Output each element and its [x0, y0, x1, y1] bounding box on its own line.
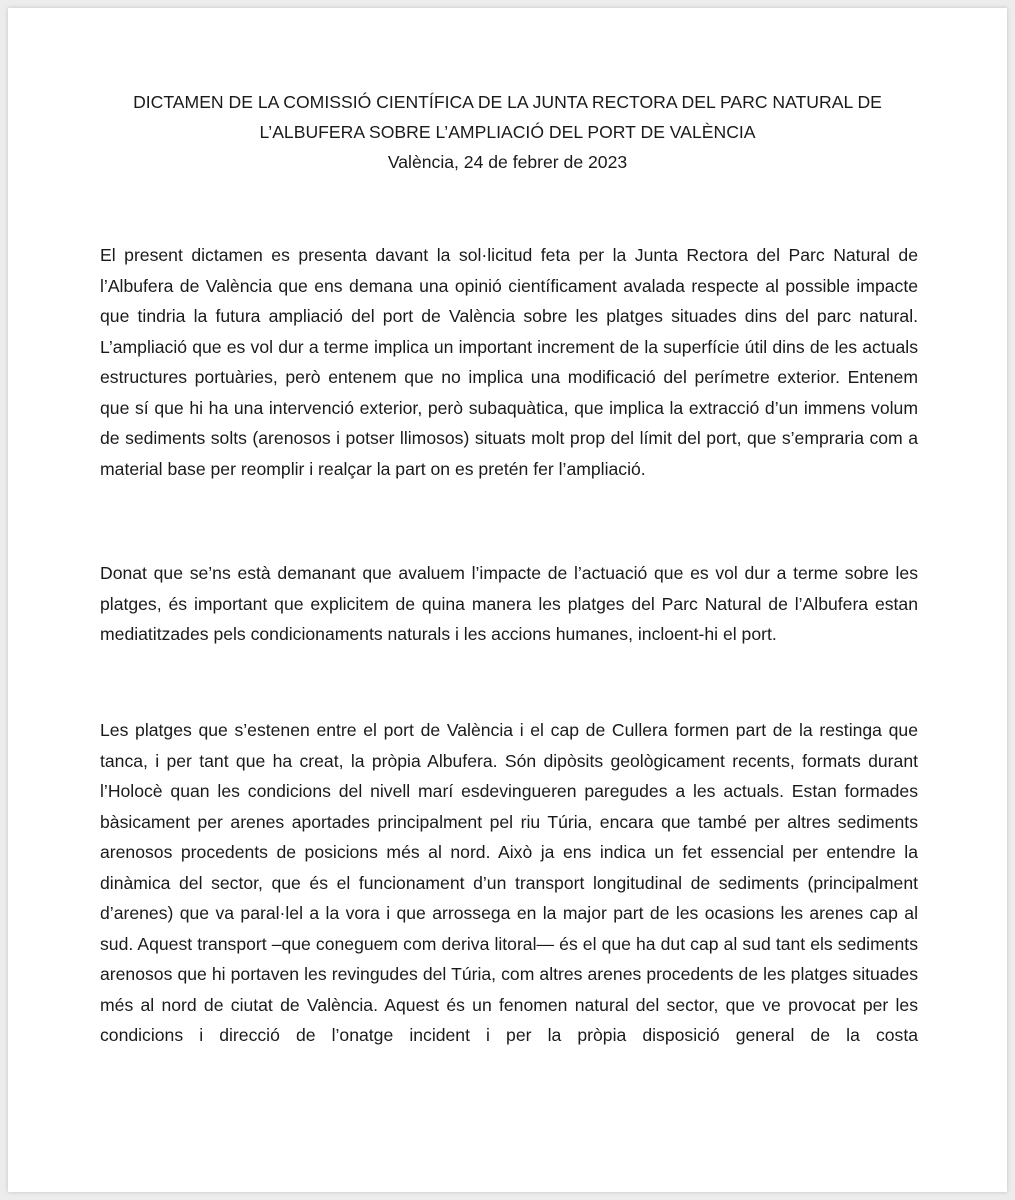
- paragraph: Les platges que s’estenen entre el port de València i el cap de Cullera formen part de la restinga que tanca, i per tant que ha creat, la pròpia Albufera. Són dipòsits geològicament recents, formats durant l’Holocè quan les condicions del nivell marí esdevingueren paregudes a les actuals. Estan formades bàsicament per arenes aportades principalment pel riu Túria, encara que també per altres sediments arenosos procedents de posicions més al nord. Això ja ens indica un fet essencial per entendre la dinàmica del sector, que és el funcionament d’un transport longitudinal de sediments (principalment d’arenes) que va paral·lel a la vora i que arrossega en la major part de les ocasions les arenes cap al sud. Aquest transport –que coneguem com deriva litoral— és el que ha dut cap al sud tant els sediments arenosos que hi portaven les revingudes del Túria, com altres arenes procedents de les platges situades més al nord de ciutat de València. Aquest és un fenomen natural del sector, que ve provocat per les condicions i direcció de l’onatge incident i per la pròpia disposició general de la costa: [100, 720, 918, 1045]
- paragraph-block-2: [100, 558, 918, 650]
- paragraph: El present dictamen es presenta davant la sol·licitud feta per la Junta Rectora del Parc Natural de l’Albufera de València que ens demana una opinió científicament avalada respecte al possible impacte que tindria la futura ampliació del port de València sobre les platges situades dins del parc natural. L’ampliació que es vol dur a terme implica un important increment de la superfície útil dins de les actuals estructures portuàries, però entenem que no implica una modificació del perímetre exterior. Entenem que sí que hi ha una intervenció exterior, però subaquàtica, que implica la extracció d’un immens volum de sediments solts (arenosos i potser llimosos) situats molt prop del límit del port, que s’empraria com a material base per reomplir i realçar la part on es pretén fer l’ampliació.: [100, 245, 918, 479]
- paragraph-block-3: [100, 715, 918, 1051]
- paragraph: Donat que se’ns està demanant que avaluem l’impacte de l’actuació que es vol dur a terme sobre les platges, és important que explicitem de quina manera les platges del Parc Natural de l’Albufera estan mediatitzades pels condicionaments naturals i les accions humanes, incloent-hi el port.: [100, 563, 918, 644]
- title-line-1: DICTAMEN DE LA COMISSIÓ CIENTÍFICA DE LA JUNTA RECTORA DEL PARC NATURAL DE: [133, 92, 882, 112]
- title-line-2: L’ALBUFERA SOBRE L’AMPLIACIÓ DEL PORT DE VALÈNCIA: [259, 122, 756, 142]
- place-date: València, 24 de febrer de 2023: [387, 152, 628, 172]
- document-header: [8, 87, 1007, 177]
- paragraph-block-1: [100, 240, 918, 484]
- document-page: [8, 8, 1007, 1192]
